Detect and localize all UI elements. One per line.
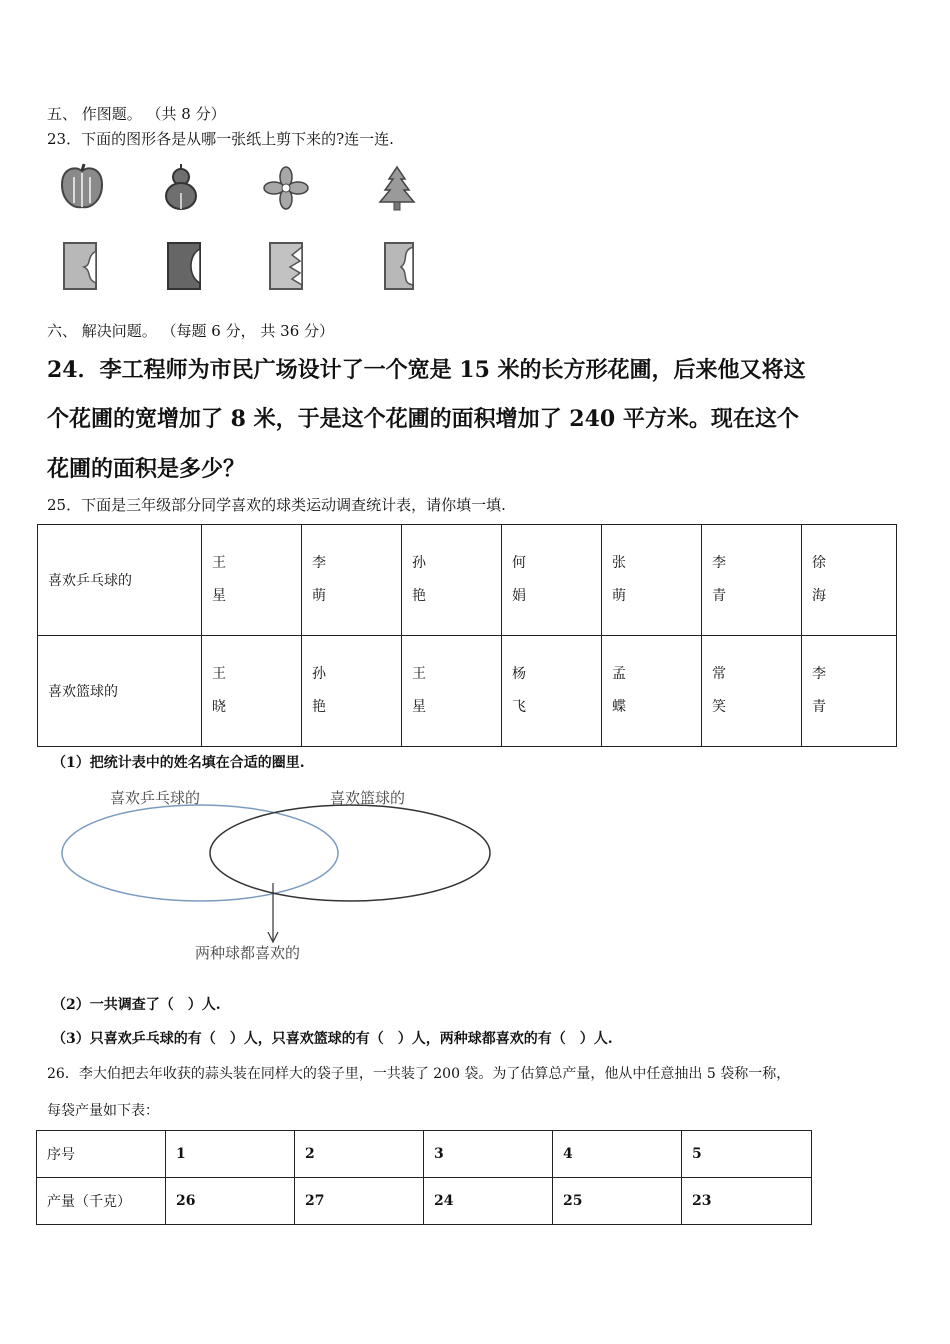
name-cell: 孙 艳 xyxy=(302,636,402,747)
venn-left-label: 喜欢乒乓球的 xyxy=(110,789,201,807)
name-cell: 李 萌 xyxy=(302,525,402,636)
name-cell: 徐 海 xyxy=(802,525,897,636)
q24-line1: 24．李工程师为市民广场设计了一个宽是 15 米的长方形花圃，后来他又将这 xyxy=(47,357,806,383)
venn-right-circle xyxy=(210,805,490,901)
q26-yield-table xyxy=(36,1130,812,1225)
q25-sub2: （2）一共调查了（ ）人. xyxy=(52,997,221,1013)
table-cell: 23 xyxy=(682,1178,812,1225)
row-label-basketball: 喜欢篮球的 xyxy=(38,636,202,747)
table-row xyxy=(38,525,897,636)
table-cell: 27 xyxy=(295,1178,424,1225)
name-cell: 王 星 xyxy=(202,525,302,636)
section5-title: 五、 作图题。 （共 8 分） xyxy=(47,105,226,123)
pine-tree-shape-icon xyxy=(377,165,417,211)
q23-text: 23．下面的图形各是从哪一张纸上剪下来的?连一连. xyxy=(47,130,394,148)
q24-line2: 个花圃的宽增加了 8 米，于是这个花圃的面积增加了 240 平方米。现在这个 xyxy=(47,406,799,432)
paper-cutout-c-icon xyxy=(268,241,306,291)
apple-shape-icon xyxy=(58,163,106,213)
table-cell: 4 xyxy=(553,1131,682,1178)
table-cell: 25 xyxy=(553,1178,682,1225)
table-header-serial: 序号 xyxy=(37,1131,166,1178)
venn-left-circle xyxy=(62,805,338,901)
flower-shape-icon xyxy=(263,166,309,210)
table-cell: 26 xyxy=(166,1178,295,1225)
paper-cutout-a-icon xyxy=(62,241,100,291)
paper-cutout-d-icon xyxy=(383,241,417,291)
table-header-yield: 产量（千克） xyxy=(37,1178,166,1225)
table-cell: 24 xyxy=(424,1178,553,1225)
name-cell: 常 笑 xyxy=(702,636,802,747)
gourd-shape-icon xyxy=(160,163,202,213)
venn-right-label: 喜欢篮球的 xyxy=(330,789,406,807)
q26-line1: 26．李大伯把去年收获的蒜头装在同样大的袋子里，一共装了 200 袋。为了估算总产量，他从中任意抽出 5 袋称一称， xyxy=(47,1066,791,1082)
table-cell: 5 xyxy=(682,1131,812,1178)
q25-sub1: （1）把统计表中的姓名填在合适的圈里. xyxy=(52,755,305,771)
row-label-pingpong: 喜欢乒乓球的 xyxy=(38,525,202,636)
table-cell: 1 xyxy=(166,1131,295,1178)
venn-bottom-label: 两种球都喜欢的 xyxy=(195,944,301,962)
name-cell: 王 晓 xyxy=(202,636,302,747)
name-cell: 张 萌 xyxy=(602,525,702,636)
name-cell: 王 星 xyxy=(402,636,502,747)
table-row xyxy=(37,1178,812,1225)
q25-sub3: （3）只喜欢乒乓球的有（ ）人，只喜欢篮球的有（ ）人，两种球都喜欢的有（ ）人. xyxy=(52,1031,613,1047)
name-cell: 李 青 xyxy=(802,636,897,747)
q24-line3: 花圃的面积是多少？ xyxy=(47,456,246,482)
table-cell: 3 xyxy=(424,1131,553,1178)
name-cell: 杨 飞 xyxy=(502,636,602,747)
table-row xyxy=(38,636,897,747)
table-row xyxy=(37,1131,812,1178)
paper-cutout-b-icon xyxy=(166,241,204,291)
q26-line2: 每袋产量如下表： xyxy=(47,1103,159,1119)
table-cell: 2 xyxy=(295,1131,424,1178)
name-cell: 李 青 xyxy=(702,525,802,636)
name-cell: 孙 艳 xyxy=(402,525,502,636)
section6-title: 六、 解决问题。 （每题 6 分， 共 36 分） xyxy=(47,322,335,340)
name-cell: 孟 蝶 xyxy=(602,636,702,747)
q25-text: 25．下面是三年级部分同学喜欢的球类运动调查统计表，请你填一填. xyxy=(47,496,506,514)
name-cell: 何 娟 xyxy=(502,525,602,636)
q25-survey-table xyxy=(37,524,897,747)
